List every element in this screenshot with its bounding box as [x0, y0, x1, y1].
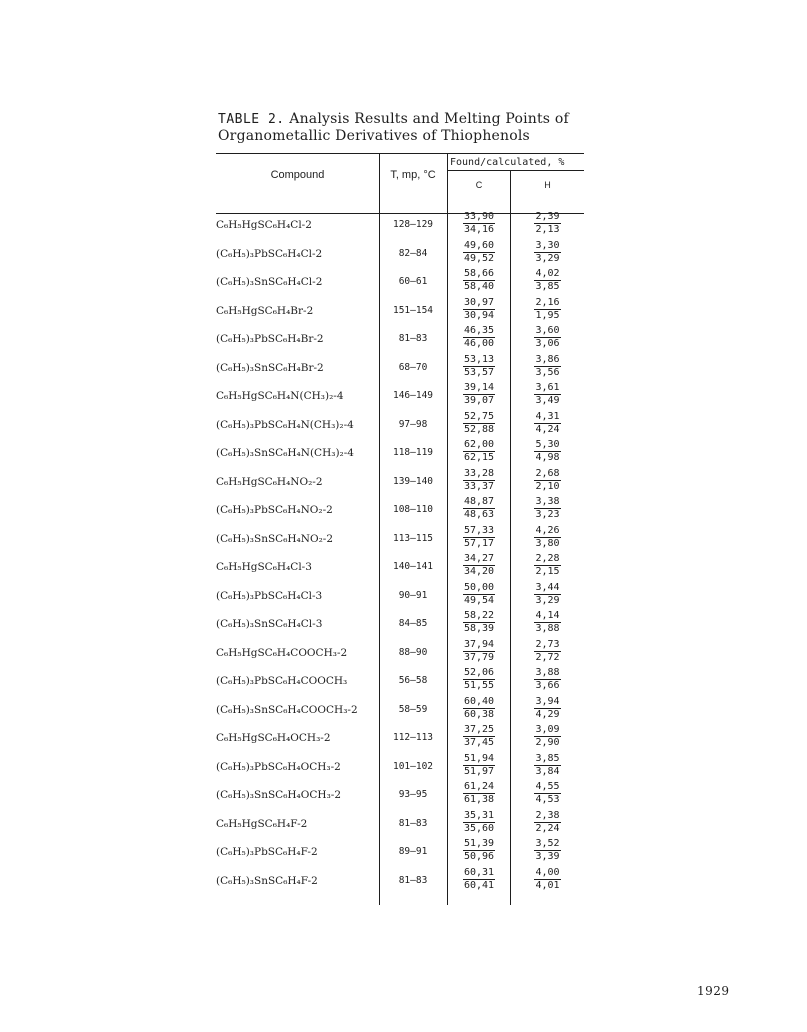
hydrogen-cell-calculated: 3,49: [535, 395, 560, 406]
carbon-cell-calculated: 34,16: [463, 224, 495, 235]
hydrogen-cell: [511, 696, 584, 721]
carbon-cell-found: 37,25: [463, 724, 495, 735]
carbon-cell: [448, 667, 510, 692]
hydrogen-cell-found: 4,55: [535, 781, 560, 792]
carbon-cell-found: 46,35: [463, 325, 495, 336]
hydrogen-cell-calculated: 2,24: [535, 823, 560, 834]
carbon-cell-found: 52,75: [463, 411, 495, 422]
hydrogen-cell: [511, 525, 584, 550]
carbon-cell: [448, 240, 510, 265]
melting-point-cell: 146—149: [392, 390, 434, 401]
table-title: Analysis Results and Melting Points of Organometallic Derivatives of Thiophenols: [218, 111, 569, 144]
melting-point-cell: 93—95: [398, 789, 428, 800]
hydrogen-cell-found: 4,14: [535, 610, 560, 621]
compound-cell: (C₆H₅)₃SnSC₆H₄F-2: [216, 875, 318, 887]
header-carbon: C: [475, 180, 483, 190]
compound-cell: (C₆H₅)₃SnSC₆H₄Br-2: [216, 362, 324, 374]
hydrogen-cell: [511, 753, 584, 778]
carbon-cell-found: 58,22: [463, 610, 495, 621]
carbon-cell: [448, 753, 510, 778]
compound-cell: (C₆H₅)₃PbSC₆H₄COOCH₃: [216, 675, 348, 687]
compound-cell: C₆H₅HgSC₆H₄COOCH₃-2: [216, 647, 348, 659]
hydrogen-cell-found: 4,02: [535, 268, 560, 279]
carbon-cell-calculated: 58,40: [463, 281, 495, 292]
hydrogen-cell-calculated: 3,06: [535, 338, 560, 349]
melting-point-cell: 112—113: [392, 732, 434, 743]
carbon-cell-calculated: 51,97: [463, 766, 495, 777]
table-row: [0, 439, 807, 469]
carbon-cell: [448, 639, 510, 664]
compound-cell: (C₆H₅)₃PbSC₆H₄Cl-3: [216, 590, 323, 602]
hydrogen-cell-calculated: 3,29: [535, 253, 560, 264]
hydrogen-cell-found: 2,68: [535, 468, 560, 479]
table-row: [0, 582, 807, 612]
carbon-cell-calculated: 46,00: [463, 338, 495, 349]
compound-cell: (C₆H₅)₃SnSC₆H₄N(CH₃)₂-4: [216, 447, 354, 459]
carbon-cell-found: 49,60: [463, 240, 495, 251]
hydrogen-cell-found: 4,31: [535, 411, 560, 422]
compound-cell: C₆H₅HgSC₆H₄N(CH₃)₂-4: [216, 390, 344, 402]
compound-cell: (C₆H₅)₃SnSC₆H₄NO₂-2: [216, 533, 334, 545]
compound-cell: (C₆H₅)₃PbSC₆H₄Br-2: [216, 333, 324, 345]
table-label: TABLE 2.: [218, 112, 285, 127]
carbon-cell-calculated: 57,17: [463, 538, 495, 549]
carbon-cell-found: 60,40: [463, 696, 495, 707]
carbon-cell-calculated: 61,38: [463, 794, 495, 805]
carbon-cell: [448, 582, 510, 607]
carbon-cell: [448, 838, 510, 863]
table-row: [0, 297, 807, 327]
carbon-cell: [448, 724, 510, 749]
melting-point-cell: 90—91: [398, 590, 428, 601]
table-row: [0, 639, 807, 669]
carbon-cell-calculated: 53,57: [463, 367, 495, 378]
page-number: 1929: [697, 984, 730, 998]
melting-point-cell: 108—110: [392, 504, 434, 515]
hydrogen-cell-calculated: 1,95: [535, 310, 560, 321]
hydrogen-cell: [511, 496, 584, 521]
melting-point-cell: 128—129: [392, 219, 434, 230]
melting-point-cell: 84—85: [398, 618, 428, 629]
hydrogen-cell-found: 5,30: [535, 439, 560, 450]
carbon-cell: [448, 525, 510, 550]
hydrogen-cell: [511, 240, 584, 265]
carbon-cell-found: 51,94: [463, 753, 495, 764]
carbon-cell: [448, 382, 510, 407]
hydrogen-cell-calculated: 4,24: [535, 424, 560, 435]
hydrogen-cell-calculated: 3,80: [535, 538, 560, 549]
hydrogen-cell-calculated: 4,98: [535, 452, 560, 463]
carbon-cell-calculated: 51,55: [463, 680, 495, 691]
table-row: [0, 667, 807, 697]
table-row: [0, 724, 807, 754]
table-row: [0, 810, 807, 840]
hydrogen-cell-found: 2,73: [535, 639, 560, 650]
carbon-cell-calculated: 39,07: [463, 395, 495, 406]
carbon-cell-calculated: 37,79: [463, 652, 495, 663]
carbon-cell-found: 30,97: [463, 297, 495, 308]
melting-point-cell: 81—83: [398, 818, 428, 829]
hydrogen-cell: [511, 867, 584, 892]
hydrogen-cell-found: 3,88: [535, 667, 560, 678]
hydrogen-cell-calculated: 3,66: [535, 680, 560, 691]
hydrogen-cell-calculated: 2,10: [535, 481, 560, 492]
compound-cell: (C₆H₅)₃SnSC₆H₄Cl-2: [216, 276, 323, 288]
carbon-cell: [448, 496, 510, 521]
melting-point-cell: 113—115: [392, 533, 434, 544]
melting-point-cell: 139—140: [392, 476, 434, 487]
table-row: [0, 268, 807, 298]
carbon-cell-calculated: 58,39: [463, 623, 495, 634]
hydrogen-cell-calculated: 2,90: [535, 737, 560, 748]
carbon-cell-calculated: 35,60: [463, 823, 495, 834]
table-row: [0, 753, 807, 783]
carbon-cell: [448, 696, 510, 721]
carbon-cell: [448, 867, 510, 892]
hydrogen-cell-found: 3,30: [535, 240, 560, 251]
hydrogen-cell-calculated: 3,88: [535, 623, 560, 634]
header-found-calculated: Found/calculated, %: [450, 157, 565, 168]
carbon-cell-calculated: 60,41: [463, 880, 495, 891]
compound-cell: (C₆H₅)₃PbSC₆H₄N(CH₃)₂-4: [216, 419, 354, 431]
melting-point-cell: 82—84: [398, 248, 428, 259]
carbon-cell: [448, 297, 510, 322]
hydrogen-cell-calculated: 4,29: [535, 709, 560, 720]
header-hydrogen: H: [544, 180, 551, 190]
compound-cell: (C₆H₅)₃PbSC₆H₄NO₂-2: [216, 504, 333, 516]
table-row: [0, 325, 807, 355]
carbon-cell-calculated: 37,45: [463, 737, 495, 748]
table-row: [0, 610, 807, 640]
table-row: [0, 240, 807, 270]
melting-point-cell: 68—70: [398, 362, 428, 373]
hydrogen-cell-found: 2,16: [535, 297, 560, 308]
hydrogen-cell-calculated: 4,01: [535, 880, 560, 891]
hydrogen-cell: [511, 639, 584, 664]
melting-point-cell: 81—83: [398, 333, 428, 344]
table-row: [0, 781, 807, 811]
hydrogen-cell: [511, 724, 584, 749]
carbon-cell-calculated: 60,38: [463, 709, 495, 720]
hydrogen-cell: [511, 810, 584, 835]
carbon-cell-calculated: 52,88: [463, 424, 495, 435]
hydrogen-cell-calculated: 3,56: [535, 367, 560, 378]
table-row: [0, 867, 807, 897]
hydrogen-cell-found: 4,00: [535, 867, 560, 878]
table-row: [0, 211, 807, 241]
carbon-cell-calculated: 62,15: [463, 452, 495, 463]
melting-point-cell: 101—102: [392, 761, 434, 772]
table-row: [0, 382, 807, 412]
compound-cell: (C₆H₅)₃PbSC₆H₄Cl-2: [216, 248, 323, 260]
carbon-cell-found: 37,94: [463, 639, 495, 650]
table-row: [0, 838, 807, 868]
hydrogen-cell-calculated: 3,23: [535, 509, 560, 520]
hydrogen-cell-found: 2,39: [535, 211, 560, 222]
carbon-cell: [448, 439, 510, 464]
melting-point-cell: 81—83: [398, 875, 428, 886]
hydrogen-cell: [511, 610, 584, 635]
hydrogen-cell-calculated: 3,84: [535, 766, 560, 777]
hydrogen-cell-calculated: 3,39: [535, 851, 560, 862]
compound-cell: C₆H₅HgSC₆H₄Cl-3: [216, 561, 312, 573]
carbon-cell-found: 62,00: [463, 439, 495, 450]
carbon-cell-found: 58,66: [463, 268, 495, 279]
carbon-cell-calculated: 33,37: [463, 481, 495, 492]
carbon-cell: [448, 354, 510, 379]
hydrogen-cell-calculated: 3,29: [535, 595, 560, 606]
hydrogen-cell: [511, 297, 584, 322]
hydrogen-cell-found: 3,09: [535, 724, 560, 735]
hydrogen-cell-calculated: 2,15: [535, 566, 560, 577]
hydrogen-cell: [511, 439, 584, 464]
compound-cell: (C₆H₅)₃SnSC₆H₄COOCH₃-2: [216, 704, 358, 716]
hydrogen-cell-found: 3,44: [535, 582, 560, 593]
hydrogen-cell-found: 2,28: [535, 553, 560, 564]
table-row: [0, 696, 807, 726]
melting-point-cell: 58—59: [398, 704, 428, 715]
carbon-cell: [448, 810, 510, 835]
hydrogen-cell-found: 3,38: [535, 496, 560, 507]
hydrogen-cell-found: 3,86: [535, 354, 560, 365]
hydrogen-cell: [511, 354, 584, 379]
carbon-cell-calculated: 50,96: [463, 851, 495, 862]
hydrogen-cell-found: 3,60: [535, 325, 560, 336]
carbon-cell-calculated: 30,94: [463, 310, 495, 321]
table-row: [0, 354, 807, 384]
hydrogen-cell-found: 2,38: [535, 810, 560, 821]
hydrogen-cell: [511, 582, 584, 607]
carbon-cell-found: 48,87: [463, 496, 495, 507]
carbon-cell-calculated: 48,63: [463, 509, 495, 520]
carbon-cell-found: 51,39: [463, 838, 495, 849]
hydrogen-cell-calculated: 3,85: [535, 281, 560, 292]
carbon-cell-found: 33,28: [463, 468, 495, 479]
melting-point-cell: 89—91: [398, 846, 428, 857]
hydrogen-cell: [511, 382, 584, 407]
hydrogen-cell: [511, 667, 584, 692]
table-row: [0, 496, 807, 526]
hydrogen-cell: [511, 781, 584, 806]
hydrogen-cell-calculated: 2,72: [535, 652, 560, 663]
carbon-cell: [448, 411, 510, 436]
carbon-cell-found: 60,31: [463, 867, 495, 878]
melting-point-cell: 60—61: [398, 276, 428, 287]
carbon-cell-found: 57,33: [463, 525, 495, 536]
carbon-cell: [448, 610, 510, 635]
table-row: [0, 525, 807, 555]
carbon-cell: [448, 781, 510, 806]
hydrogen-cell: [511, 838, 584, 863]
hydrogen-cell-found: 3,61: [535, 382, 560, 393]
compound-cell: C₆H₅HgSC₆H₄Cl-2: [216, 219, 312, 231]
table-row: [0, 411, 807, 441]
compound-cell: C₆H₅HgSC₆H₄Br-2: [216, 305, 314, 317]
carbon-cell-found: 39,14: [463, 382, 495, 393]
melting-point-cell: 88—90: [398, 647, 428, 658]
hydrogen-cell-calculated: 2,13: [535, 224, 560, 235]
compound-cell: (C₆H₅)₃SnSC₆H₄Cl-3: [216, 618, 323, 630]
carbon-cell-found: 50,00: [463, 582, 495, 593]
carbon-cell-calculated: 34,20: [463, 566, 495, 577]
compound-cell: C₆H₅HgSC₆H₄F-2: [216, 818, 308, 830]
compound-cell: (C₆H₅)₃PbSC₆H₄OCH₃-2: [216, 761, 341, 773]
carbon-cell: [448, 553, 510, 578]
melting-point-cell: 97—98: [398, 419, 428, 430]
carbon-cell: [448, 468, 510, 493]
carbon-cell-calculated: 49,52: [463, 253, 495, 264]
carbon-cell-found: 52,06: [463, 667, 495, 678]
header-temp: T, mp, °C: [390, 169, 436, 181]
table-row: [0, 468, 807, 498]
compound-cell: (C₆H₅)₃PbSC₆H₄F-2: [216, 846, 318, 858]
carbon-cell: [448, 211, 510, 236]
melting-point-cell: 118—119: [392, 447, 434, 458]
table-row: [0, 553, 807, 583]
carbon-cell-found: 61,24: [463, 781, 495, 792]
compound-cell: C₆H₅HgSC₆H₄NO₂-2: [216, 476, 323, 488]
hydrogen-cell: [511, 211, 584, 236]
header-compound: Compound: [270, 169, 325, 181]
hydrogen-cell-found: 3,94: [535, 696, 560, 707]
hydrogen-cell: [511, 411, 584, 436]
carbon-cell-found: 53,13: [463, 354, 495, 365]
carbon-cell: [448, 325, 510, 350]
hydrogen-cell-found: 3,85: [535, 753, 560, 764]
carbon-cell-found: 35,31: [463, 810, 495, 821]
melting-point-cell: 151—154: [392, 305, 434, 316]
hydrogen-cell-calculated: 4,53: [535, 794, 560, 805]
hydrogen-cell-found: 3,52: [535, 838, 560, 849]
compound-cell: C₆H₅HgSC₆H₄OCH₃-2: [216, 732, 331, 744]
carbon-cell-calculated: 49,54: [463, 595, 495, 606]
hydrogen-cell: [511, 325, 584, 350]
carbon-cell-found: 34,27: [463, 553, 495, 564]
melting-point-cell: 56—58: [398, 675, 428, 686]
compound-cell: (C₆H₅)₃SnSC₆H₄OCH₃-2: [216, 789, 342, 801]
melting-point-cell: 140—141: [392, 561, 434, 572]
hydrogen-cell: [511, 268, 584, 293]
carbon-cell: [448, 268, 510, 293]
hydrogen-cell-found: 4,26: [535, 525, 560, 536]
hydrogen-cell: [511, 553, 584, 578]
carbon-cell-found: 33,90: [463, 211, 495, 222]
hydrogen-cell: [511, 468, 584, 493]
